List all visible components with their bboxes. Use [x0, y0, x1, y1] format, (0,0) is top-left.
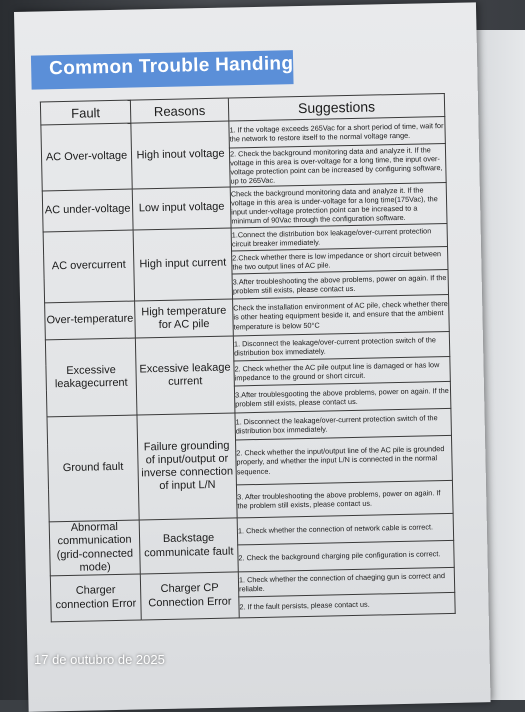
fault-cell: Ground fault [47, 415, 139, 522]
suggestion-cell: 2. Check the background charging pile configuration is correct. [238, 540, 455, 572]
fault-cell: Charger connection Error [50, 574, 141, 622]
suggestion-cell: Check the installation environment of AC pile, check whether there is other heating equipment beside it, and ensure that the ambient temperature is below 50°C [233, 294, 450, 336]
title-banner [31, 50, 294, 89]
manual-page [14, 2, 491, 712]
fault-cell: Abnormal communication (grid-connected mode) [49, 520, 140, 576]
header-fault: Fault [40, 100, 130, 125]
suggestion-cell: 1. Disconnect the leakage/over-current protection switch of the distribution box immediately. [235, 408, 452, 440]
suggestion-cell: 1. If the voltage exceeds 265Vac for a short period of time, wait for the network to restore itself to the normal voltage range. [229, 117, 446, 149]
reason-cell: High input current [133, 228, 232, 301]
reason-cell: Charger CP Connection Error [140, 572, 239, 620]
suggestion-cell: 3.After troubleshooting the above problems, power on again. If the problem still exists, please contact us. [232, 269, 448, 299]
fault-cell: AC under-voltage [42, 189, 133, 232]
reason-cell: Failure grounding of input/output or inverse connection of input L/N [137, 413, 237, 520]
page-title: Common Trouble Handing [48, 53, 294, 80]
reason-cell: High temperature for AC pile [135, 299, 234, 338]
fault-cell: AC Over-voltage [41, 123, 132, 191]
suggestion-cell: Check the background monitoring data and analyze it. If the voltage in this area is under-voltage for a long time(175Vac), the input under-voltage protection point can be increased to a minimum of 90Vac through the configuration software. [230, 182, 447, 228]
fault-cell: Over-temperature [45, 301, 136, 340]
suggestion-cell: 2.Check whether there is low impedance or short circuit between the two output lines of AC pile. [232, 246, 448, 274]
suggestion-cell: 1. Disconnect the leakage/over-current protection switch of the distribution box immediately. [233, 331, 449, 361]
reason-cell: Low input voltage [132, 187, 231, 230]
suggestion-cell: 3.After troublesgooting the above problems, power on again. If the problem still exists, please contact us. [234, 381, 451, 413]
fault-cell: Excessive leakagecurrent [45, 338, 137, 417]
suggestion-cell: 2. Check whether the input/output line of the AC pile is grounded properly, and whether the input L/N is connected in the normal sequence. [236, 435, 453, 485]
reason-cell: Backstage communicate fault [139, 518, 238, 574]
suggestion-cell: 1. Check whether the connection of network cable is correct. [237, 513, 454, 545]
suggestion-cell: 3. After troubleshooting the above problems, power on again. If the problem still exists, please contact us. [236, 480, 453, 518]
trouble-table [40, 93, 456, 622]
reason-cell: Excessive leakage current [135, 336, 235, 415]
photo-timestamp: 17 de outubro de 2025 [34, 652, 165, 667]
header-reasons: Reasons [130, 98, 228, 123]
suggestion-cell: 1. Check whether the connection of chaeging gun is correct and reliable. [238, 567, 454, 597]
header-suggestions: Suggestions [228, 94, 444, 122]
suggestion-cell: 2. Check whether the AC pile output line is damaged or has low impedance to the ground or short circuit. [234, 356, 450, 386]
suggestion-cell: 2. Check the background monitoring data and analyze it. If the voltage in this area is over-voltage for a long time, the input over-voltage protection point can be increased by configuring software, up to 265Vac. [229, 143, 446, 187]
fault-cell: AC overcurrent [43, 230, 134, 303]
suggestion-cell: 2. If the fault persists, please contact us. [239, 592, 455, 618]
reason-cell: High inout voltage [131, 121, 230, 189]
suggestion-cell: 1.Connect the distribution box leakage/over-current protection circuit breaker immediately. [231, 223, 447, 251]
